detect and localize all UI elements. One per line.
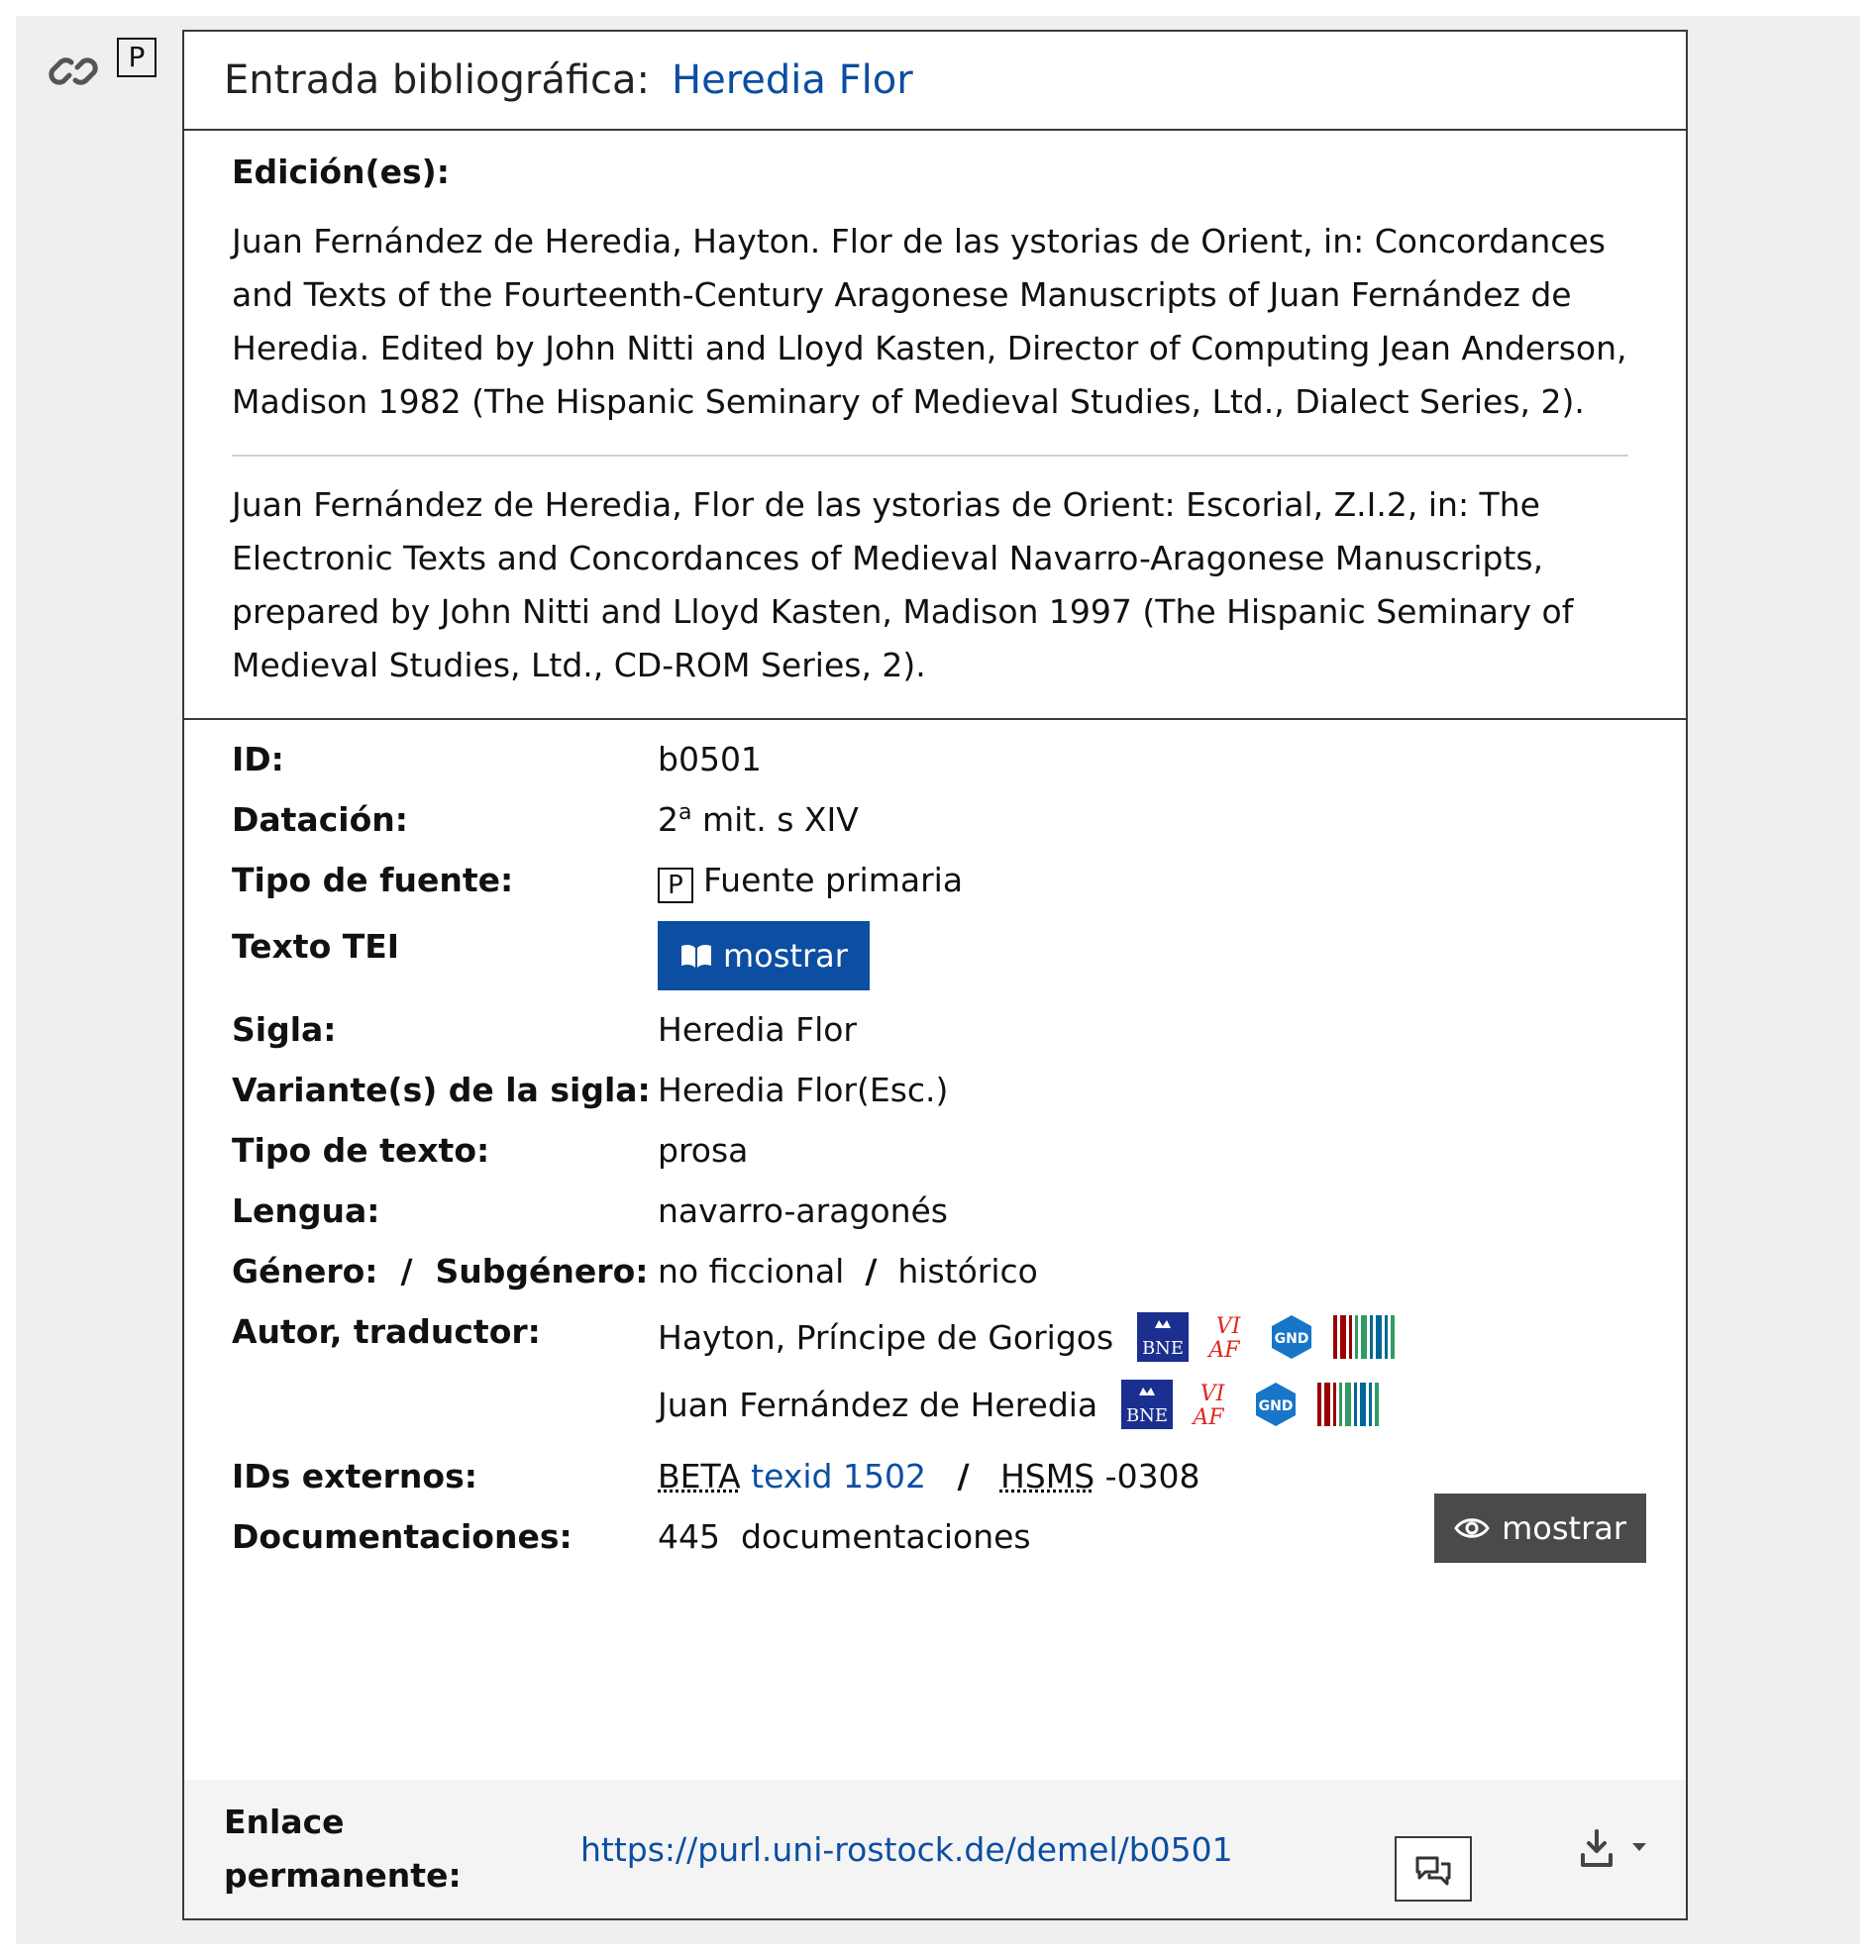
editions-section: [184, 131, 1686, 692]
edition-divider: [232, 455, 1628, 457]
svg-text:VI: VI: [1199, 1382, 1225, 1406]
beta-texid-link[interactable]: texid 1502: [751, 1457, 926, 1496]
svg-text:AF: AF: [1193, 1405, 1224, 1428]
gnd-icon[interactable]: [1268, 1313, 1315, 1361]
beta-abbr: BETA: [658, 1457, 741, 1496]
hsms-abbr: HSMS: [999, 1457, 1095, 1496]
docs-show-button[interactable]: mostrar: [1434, 1494, 1646, 1563]
sigla-label: Sigla:: [232, 1010, 337, 1049]
primary-source-icon[interactable]: P: [117, 38, 156, 77]
source-type-label: Tipo de fuente:: [232, 861, 514, 899]
author-name: Hayton, Príncipe de Gorigos: [658, 1317, 1114, 1357]
author-entry: [658, 1380, 1646, 1429]
comments-button[interactable]: [1395, 1836, 1472, 1902]
tei-label: Texto TEI: [232, 927, 400, 966]
eye-icon: [1454, 1514, 1490, 1542]
bibliographic-entry-card: [182, 30, 1688, 1920]
entry-title: Heredia Flor: [672, 57, 913, 103]
tei-show-button[interactable]: mostrar: [658, 921, 870, 990]
card-header: [184, 32, 1686, 131]
svg-text:BNE: BNE: [1126, 1405, 1169, 1426]
author-list: [658, 1312, 1646, 1447]
wikidata-icon[interactable]: [1317, 1383, 1379, 1426]
book-icon: [679, 942, 713, 970]
text-type-value: prosa: [658, 1131, 749, 1170]
properties-section: [184, 720, 1686, 1556]
bne-icon[interactable]: [1137, 1312, 1189, 1362]
bne-icon[interactable]: [1121, 1380, 1173, 1429]
svg-text:GND: GND: [1258, 1398, 1294, 1414]
link-icon[interactable]: [44, 42, 103, 101]
header-label: Entrada bibliográfica:: [224, 57, 650, 103]
dating-value: 2$^a$ mit. s XIV: [658, 800, 859, 839]
variant-value: Heredia Flor(Esc.): [658, 1071, 949, 1109]
source-type-value: P Fuente primaria: [658, 861, 1646, 903]
docs-value: 445 documentaciones: [658, 1517, 1031, 1556]
permalink-url[interactable]: https://purl.uni-rostock.de/demel/b0501: [580, 1829, 1233, 1869]
edition-item: Juan Fernández de Heredia, Flor de las ystorias de Orient: Escorial, Z.I.2, in: The Electronic Texts and Concordances of Medieval Navarro-Aragonese Manuscripts, prepared by John Nitti and Lloyd Kasten, Madison 1997 (The Hispanic Seminary of Medieval Studies, Ltd., CD-ROM Series, 2).: [232, 485, 1574, 684]
docs-label: Documentaciones:: [232, 1517, 573, 1556]
external-ids-value: BETA texid 1502 / HSMS -0308: [658, 1457, 1200, 1496]
text-type-label: Tipo de texto:: [232, 1131, 490, 1170]
download-icon[interactable]: [1579, 1827, 1652, 1871]
sigla-value: Heredia Flor: [658, 1010, 857, 1049]
viaf-icon[interactable]: [1191, 1381, 1234, 1428]
author-label: Autor, traductor:: [232, 1312, 541, 1351]
author-name: Juan Fernández de Heredia: [658, 1385, 1098, 1424]
dating-label: Datación:: [232, 800, 408, 839]
primary-source-icon: P: [658, 868, 693, 903]
genre-label: Género: / Subgénero:: [232, 1252, 649, 1290]
svg-text:BNE: BNE: [1142, 1338, 1185, 1359]
svg-text:AF: AF: [1208, 1338, 1240, 1361]
hsms-value: -0308: [1094, 1457, 1200, 1496]
language-label: Lengua:: [232, 1191, 380, 1230]
id-label: ID:: [232, 740, 284, 778]
author-entry: [658, 1312, 1646, 1362]
edition-item: Juan Fernández de Heredia, Hayton. Flor de las ystorias de Orient, in: Concordances and Texts of the Fourteenth-Century Aragonese Manuscripts of Juan Fernández de Heredia. Edited by John Nitti and Lloyd Kasten, Director of Computing Jean Anderson, Madison 1982 (The Hispanic Seminary of Medieval Studies, Ltd., Dialect Series, 2).: [232, 222, 1627, 421]
language-value: navarro-aragonés: [658, 1191, 948, 1230]
editions-label: Edición(es):: [232, 153, 450, 191]
chat-icon: [1413, 1852, 1453, 1886]
variant-label: Variante(s) de la sigla:: [232, 1071, 651, 1109]
viaf-icon[interactable]: [1206, 1313, 1250, 1361]
id-value: b0501: [658, 740, 762, 778]
gnd-icon[interactable]: [1252, 1381, 1300, 1428]
permalink-label: Enlace permanente:: [224, 1803, 462, 1895]
external-ids-label: IDs externos:: [232, 1457, 477, 1496]
page-background: [16, 16, 1860, 1944]
wikidata-icon[interactable]: [1333, 1315, 1395, 1359]
svg-text:GND: GND: [1274, 1331, 1309, 1347]
genre-value: no ficcional / histórico: [658, 1252, 1038, 1290]
svg-text:VI: VI: [1215, 1314, 1241, 1339]
